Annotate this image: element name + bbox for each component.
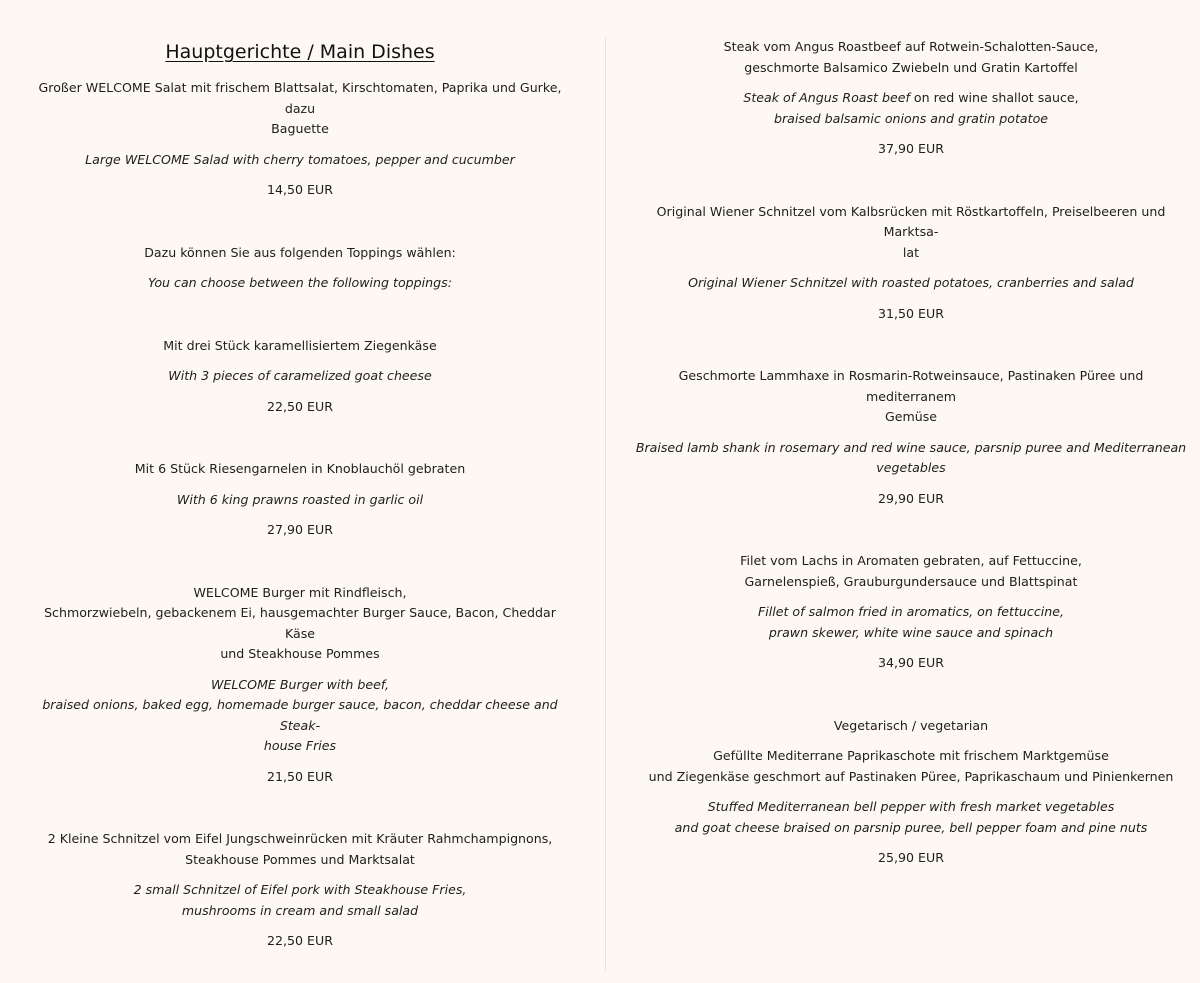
- item-name-en: Fillet of salmon fried in aromatics, on fettuccine, prawn skewer, white wine sauce and spinach: [758, 604, 1064, 640]
- item-name-de: 2 Kleine Schnitzel vom Eifel Jungschweinrücken mit Kräuter Rahmchampignons, Steakhouse Pommes und Marktsalat: [47, 831, 553, 867]
- menu-item-stuffed-pepper: [632, 716, 1190, 869]
- section-heading-vegetarian: Vegetarisch / vegetarian: [833, 717, 989, 733]
- item-price: 22,50 EUR: [267, 398, 333, 414]
- item-price: 29,90 EUR: [878, 490, 944, 506]
- menu-item-goat-cheese: [28, 336, 572, 418]
- item-name-en: With 3 pieces of caramelized goat cheese: [168, 368, 432, 383]
- page-title: Hauptgerichte / Main Dishes: [165, 41, 435, 63]
- item-price: 31,50 EUR: [878, 305, 944, 321]
- item-name-de: Großer WELCOME Salat mit frischem Blattsalat, Kirschtomaten, Paprika und Gurke, dazu Baguette: [38, 80, 562, 136]
- item-name-de: Filet vom Lachs in Aromaten gebraten, auf Fettuccine, Garnelenspieß, Grauburgundersauce und Blattspinat: [740, 553, 1082, 589]
- item-price: 21,50 EUR: [267, 768, 333, 784]
- menu-item-lamb-shank: [632, 366, 1190, 509]
- toppings-intro-en: You can choose between the following toppings:: [148, 275, 452, 290]
- right-column: [632, 0, 1190, 911]
- item-name-de: Steak vom Angus Roastbeef auf Rotwein-Schalotten-Sauce, geschmorte Balsamico Zwiebeln und Gratin Kartoffel: [723, 39, 1099, 75]
- menu-item-salad: [28, 78, 572, 201]
- item-name-de: Mit drei Stück karamellisiertem Ziegenkäse: [163, 337, 437, 353]
- item-name-de: WELCOME Burger mit Rindfleisch, Schmorzwiebeln, gebackenem Ei, hausgemachter Burger Sauce, Bacon, Cheddar Käse und Steakhouse Pommes: [44, 584, 556, 661]
- menu-item-prawns: [28, 459, 572, 541]
- item-name-en: With 6 king prawns roasted in garlic oil: [176, 491, 424, 507]
- item-name-de: Original Wiener Schnitzel vom Kalbsrücken mit Röstkartoffeln, Preiselbeeren und Marktsa- lat: [656, 203, 1166, 260]
- item-price: 25,90 EUR: [878, 850, 944, 865]
- item-name-de: Mit 6 Stück Riesengarnelen in Knoblauchöl gebraten: [134, 461, 466, 476]
- item-name-de: Gefüllte Mediterrane Paprikaschote mit frischem Marktgemüse und Ziegenkäse geschmort auf Pastinaken Püree, Paprikaschaum und Pinienkernen: [648, 748, 1174, 784]
- menu-item-salmon: [632, 551, 1190, 674]
- menu-item-steak: [632, 37, 1190, 160]
- item-name-en: Large WELCOME Salad with cherry tomatoes, pepper and cucumber: [85, 151, 515, 167]
- item-name-en: WELCOME Burger with beef, braised onions, baked egg, homemade burger sauce, bacon, cheddar cheese and Steak- house Fries: [42, 676, 558, 753]
- menu-item-small-schnitzel: [28, 829, 572, 952]
- item-price: 14,50 EUR: [267, 182, 333, 197]
- item-name-en: Steak of Angus Roast beef on red wine shallot sauce, braised balsamic onions and gratin potatoe: [743, 90, 1079, 126]
- left-column: [28, 0, 572, 983]
- menu-item-wiener-schnitzel: [632, 202, 1190, 325]
- item-price: 34,90 EUR: [878, 655, 944, 670]
- toppings-intro: [28, 243, 572, 294]
- item-price: 27,90 EUR: [267, 522, 333, 537]
- item-price: 22,50 EUR: [267, 933, 333, 948]
- item-name-en: Stuffed Mediterranean bell pepper with fresh market vegetables and goat cheese braised on parsnip puree, bell pepper foam and pine nuts: [674, 799, 1148, 835]
- menu-item-burger: [28, 583, 572, 788]
- column-divider: [605, 38, 606, 971]
- item-name-en: 2 small Schnitzel of Eifel pork with Steakhouse Fries, mushrooms in cream and small salad: [133, 882, 467, 918]
- item-price: 37,90 EUR: [878, 141, 944, 156]
- toppings-intro-de: Dazu können Sie aus folgenden Toppings wählen:: [144, 244, 456, 260]
- item-name-de: Geschmorte Lammhaxe in Rosmarin-Rotweinsauce, Pastinaken Püree und mediterranem Gemüse: [678, 368, 1144, 424]
- item-name-en: Original Wiener Schnitzel with roasted potatoes, cranberries and salad: [688, 275, 1134, 290]
- item-name-en: Braised lamb shank in rosemary and red wine sauce, parsnip puree and Mediterranean vegetables: [635, 439, 1187, 475]
